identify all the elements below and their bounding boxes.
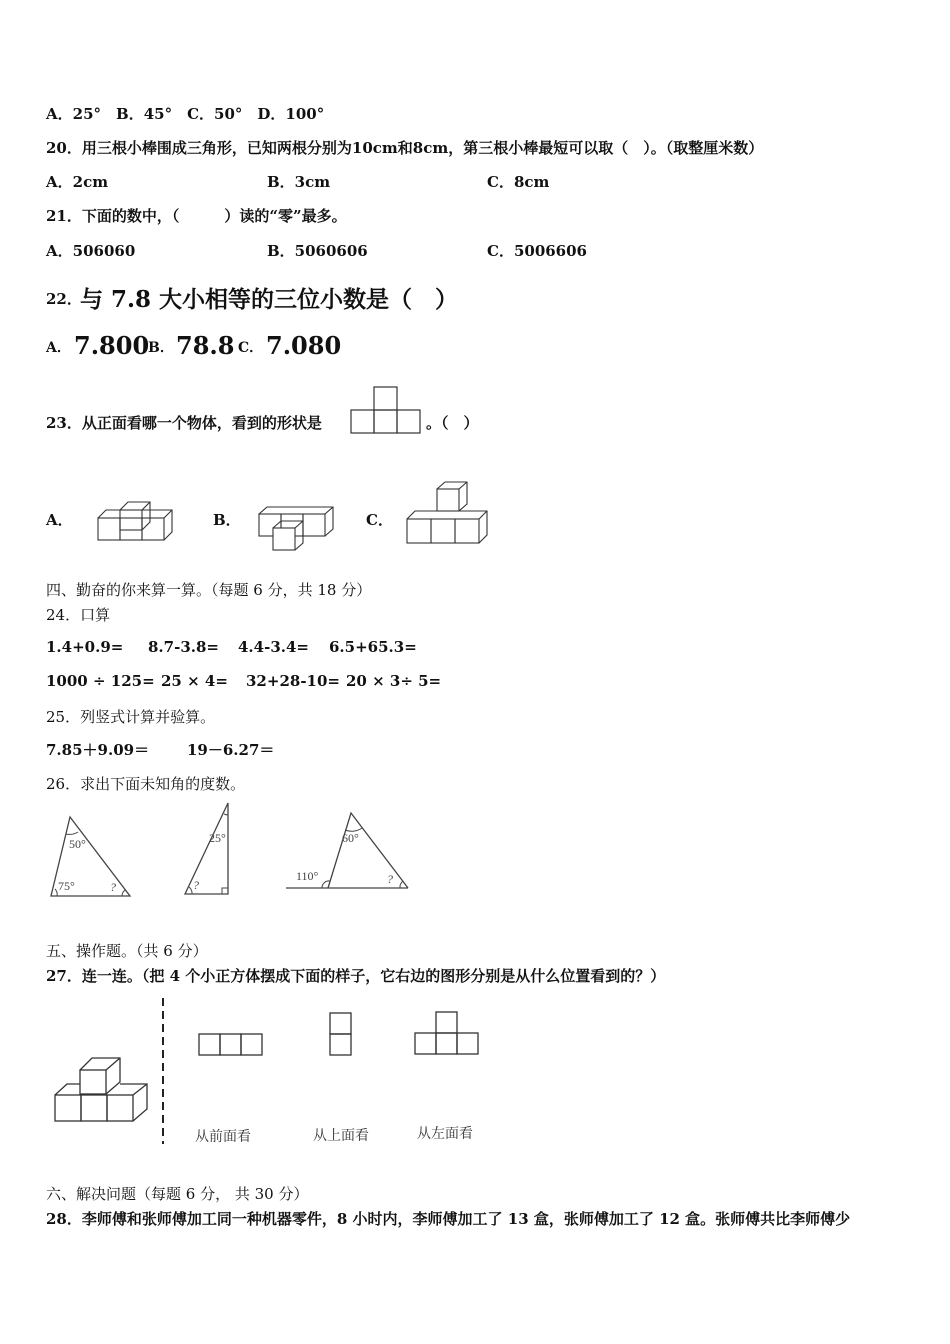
q22-text: 与 7.8 大小相等的三位小数是（ ） — [80, 286, 459, 313]
q24-item: 8.7-3.8= — [148, 638, 219, 656]
q22-option-b: 78.8 — [176, 331, 235, 360]
q26-t1-angle-top: 50° — [69, 837, 86, 851]
q23-text-after: 。（ ） — [426, 414, 479, 432]
q26-t2-angle-top: 25° — [209, 831, 226, 845]
q23-option-b-cubes — [257, 506, 341, 554]
q26-t3-angle-exterior: 110° — [296, 869, 319, 883]
q26-t3-angle-top: 60° — [342, 831, 359, 845]
q26-t2-angle-unknown: ? — [193, 878, 199, 892]
q27-view-3-figure — [413, 1010, 485, 1058]
q27-view-1-figure — [197, 1032, 267, 1058]
q25-item: 7.85＋9.09＝ — [46, 741, 150, 759]
q22-option-c: 7.080 — [266, 331, 342, 360]
q26-t1-angle-unknown: ? — [110, 880, 116, 894]
q26-title: 26．求出下面未知角的度数。 — [46, 775, 246, 793]
q23-option-c: C． — [366, 511, 393, 529]
q23-option-a-cubes — [96, 498, 176, 544]
q24-item: 20 × 3÷ 5= — [346, 672, 442, 690]
q24-item: 1.4+0.9= — [46, 638, 124, 656]
q22-option-a: 7.800 — [74, 331, 150, 360]
q28-text: 28．李师傅和张师傅加工同一种机器零件，8 小时内，李师傅加工了 13 盒，张师傅加工了 12 盒。张师傅共比李师傅少 — [46, 1210, 851, 1228]
q20-option-a: A．2cm — [46, 173, 109, 191]
q24-item: 25 × 4= — [161, 672, 228, 690]
q27-cube-stack — [52, 1055, 152, 1125]
q22-option-c-label: C． — [238, 340, 264, 356]
section-5-heading: 五、操作题。（共 6 分） — [46, 942, 208, 960]
q27-text: 27．连一连。（把 4 个小正方体摆成下面的样子，它右边的图形分别是从什么位置看到的？） — [46, 967, 666, 985]
q24-item: 32+28-10= — [246, 672, 340, 690]
q27-view-2-figure — [328, 1011, 354, 1059]
q23-option-a: A． — [46, 511, 73, 529]
q27-view-label: 从左面看 — [417, 1126, 473, 1142]
q27-view-label: 从上面看 — [313, 1128, 369, 1144]
q23-text: 23．从正面看哪一个物体，看到的形状是 — [46, 414, 322, 432]
q24-item: 1000 ÷ 125= — [46, 672, 155, 690]
q22-number: 22． — [46, 290, 82, 308]
q25-title: 25．列竖式计算并验算。 — [46, 708, 216, 726]
section-4-heading: 四、勤奋的你来算一算。（每题 6 分，共 18 分） — [46, 581, 372, 599]
q24-item: 4.4-3.4= — [238, 638, 309, 656]
section-6-heading: 六、解决问题（每题 6 分， 共 30 分） — [46, 1185, 309, 1203]
q21-option-c: C．5006606 — [487, 242, 587, 260]
q22-option-a-label: A． — [46, 340, 71, 356]
q26-triangle-3 — [286, 810, 416, 895]
q26-t3-angle-unknown: ? — [387, 872, 393, 886]
q20-text: 20．用三根小棒围成三角形，已知两根分别为10cm和8cm，第三根小棒最短可以取（ ）。（取整厘米数） — [46, 139, 764, 157]
q24-title: 24．口算 — [46, 606, 111, 624]
q19-options: A．25° B．45° C．50° D．100° — [46, 105, 325, 123]
q23-front-view-figure — [350, 386, 422, 434]
q26-triangle-2 — [180, 800, 240, 900]
q23-option-b: B． — [213, 511, 241, 529]
q21-option-a: A．506060 — [46, 242, 136, 260]
q26-t1-angle-left: 75° — [58, 879, 75, 893]
q20-option-b: B．3cm — [267, 173, 331, 191]
q27-view-label: 从前面看 — [195, 1129, 251, 1145]
q24-item: 6.5+65.3= — [329, 638, 417, 656]
q26-triangle-1 — [48, 812, 138, 902]
q23-option-c-cubes — [405, 481, 489, 547]
q22-option-b-label: B． — [148, 340, 174, 356]
q21-option-b: B．5060606 — [267, 242, 368, 260]
q20-option-c: C．8cm — [487, 173, 550, 191]
q21-text: 21．下面的数中，（ ）读的“零”最多。 — [46, 207, 347, 225]
q25-item: 19－6.27＝ — [187, 741, 275, 759]
q27-dashed-divider — [160, 998, 166, 1144]
